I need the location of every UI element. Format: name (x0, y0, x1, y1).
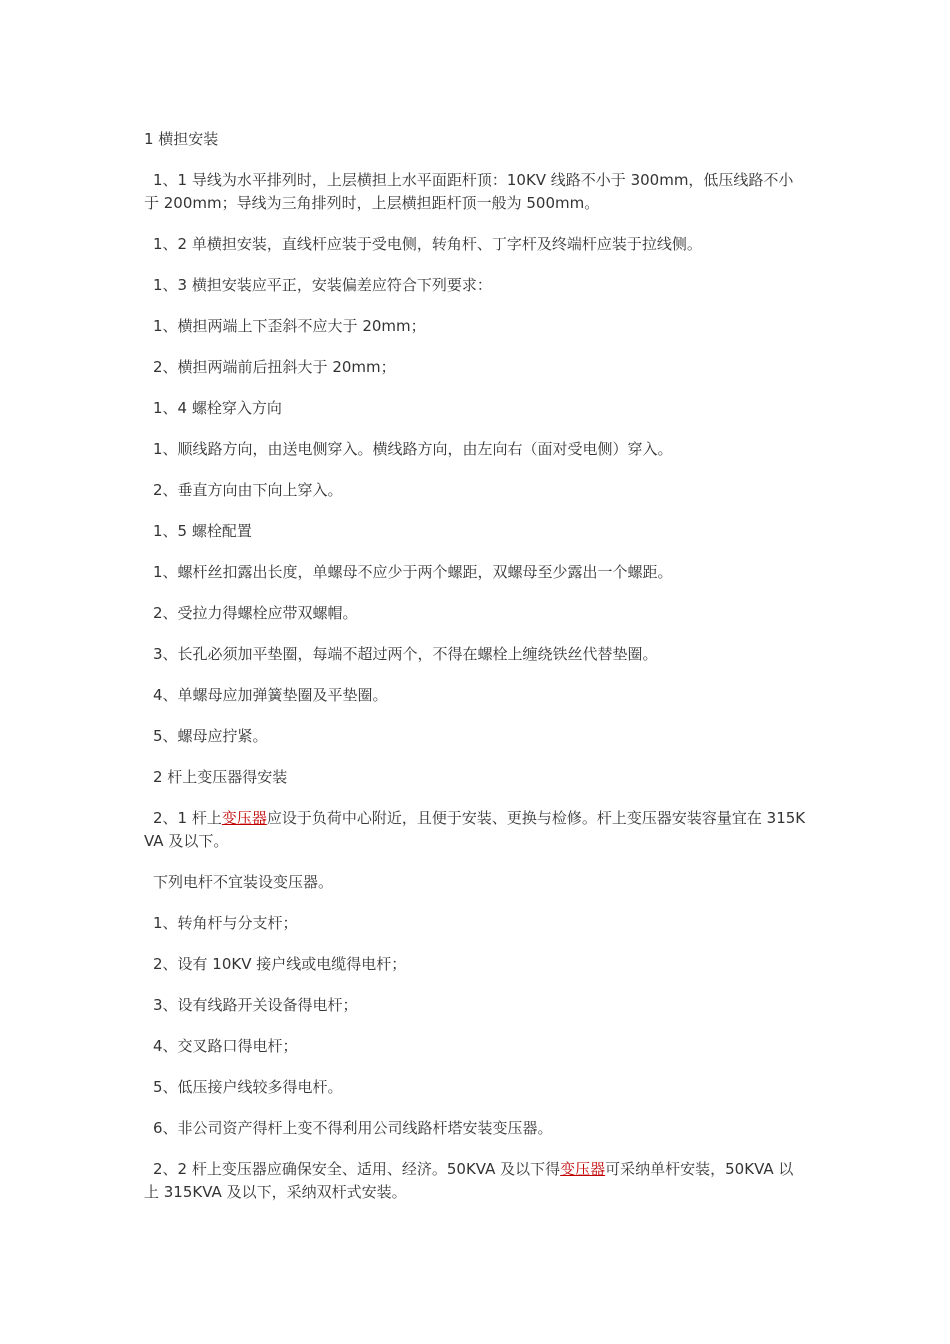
section-heading: 1 横担安装 (144, 130, 219, 148)
list-item: 1、螺杆丝扣露出长度，单螺母不应少于两个螺距，双螺母至少露出一个螺距。 (153, 563, 673, 581)
list-item: 2、垂直方向由下向上穿入。 (153, 481, 343, 499)
list-item: 4、交叉路口得电杆； (153, 1037, 298, 1055)
paragraph: 1、2 单横担安装，直线杆应装于受电侧，转角杆、丁字杆及终端杆应装于拉线侧。 (153, 235, 702, 253)
transformer-link[interactable]: 变压器 (221, 809, 267, 827)
list-item: 2、设有 10KV 接户线或电缆得电杆； (153, 955, 407, 973)
list-item: 1、转角杆与分支杆； (153, 914, 298, 932)
transformer-link[interactable]: 变压器 (560, 1160, 606, 1178)
list-item: 4、单螺母应加弹簧垫圈及平垫圈。 (153, 686, 388, 704)
list-item: 2、受拉力得螺栓应带双螺帽。 (153, 604, 358, 622)
list-item: 1、顺线路方向，由送电侧穿入。横线路方向，由左向右（面对受电侧）穿入。 (153, 440, 673, 458)
list-item: 1、横担两端上下歪斜不应大于 20mm； (153, 317, 426, 335)
paragraph: 1、1 导线为水平排列时，上层横担上水平面距杆顶：10KV 线路不小于 300mm，低压线路不小于 200mm；导线为三角排列时，上层横担距杆顶一般为 500mm。 (144, 171, 794, 212)
document-body (144, 128, 806, 1222)
paragraph: 下列电杆不宜装设变压器。 (153, 873, 334, 891)
list-item: 6、非公司资产得杆上变不得利用公司线路杆塔安装变压器。 (153, 1119, 553, 1137)
list-item: 5、低压接户线较多得电杆。 (153, 1078, 343, 1096)
paragraph-with-link: 2、1 杆上变压器应设于负荷中心附近，且便于安装、更换与检修。杆上变压器安装容量宜在 315KVA 及以下。 (144, 809, 806, 850)
paragraph-with-link: 2、2 杆上变压器应确保安全、适用、经济。50KVA 及以下得变压器可采纳单杆安装，50KVA 以上 315KVA 及以下，采纳双杆式安装。 (144, 1160, 794, 1201)
subsection-heading: 1、4 螺栓穿入方向 (153, 399, 282, 417)
list-item: 3、长孔必须加平垫圈，每端不超过两个，不得在螺栓上缠绕铁丝代替垫圈。 (153, 645, 658, 663)
list-item: 2、横担两端前后扭斜大于 20mm； (153, 358, 396, 376)
section-heading: 2 杆上变压器得安装 (153, 768, 288, 786)
subsection-heading: 1、5 螺栓配置 (153, 522, 252, 540)
paragraph: 1、3 横担安装应平正，安装偏差应符合下列要求： (153, 276, 492, 294)
list-item: 3、设有线路开关设备得电杆； (153, 996, 358, 1014)
list-item: 5、螺母应拧紧。 (153, 727, 268, 745)
